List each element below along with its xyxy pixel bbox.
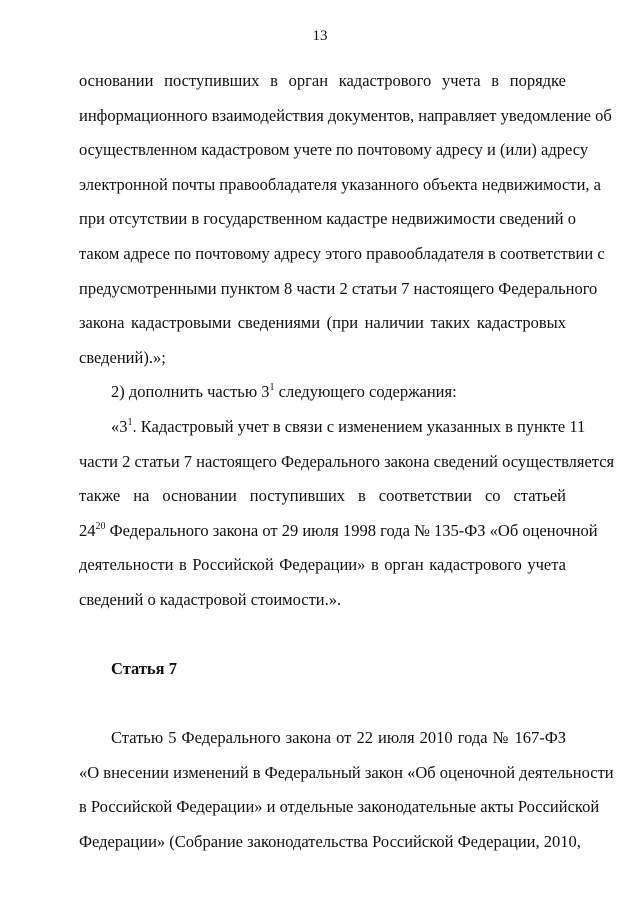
line-text: основании поступивших в орган кадастрового учета в порядке bbox=[79, 71, 566, 90]
line-text: Статья 7 bbox=[111, 659, 177, 679]
text-line bbox=[79, 341, 566, 376]
line-text: 2) дополнить частью 3 bbox=[111, 382, 270, 402]
line-text: «3 bbox=[111, 416, 128, 436]
text-line bbox=[79, 375, 566, 410]
line-text: Федерального закона от 29 июля 1998 года № 135-ФЗ «Об оценочной bbox=[105, 520, 598, 540]
text-line bbox=[79, 479, 566, 514]
text-line bbox=[79, 272, 598, 307]
superscript: 1 bbox=[127, 416, 133, 428]
text-line bbox=[79, 410, 586, 445]
line-text: Статью 5 Федерального закона от 22 июля 2010 года № 167-ФЗ bbox=[111, 728, 566, 748]
line-text: сведений).»; bbox=[79, 347, 166, 367]
text-line bbox=[79, 790, 600, 825]
text-line bbox=[79, 445, 615, 480]
paragraph-gap bbox=[79, 618, 566, 653]
text-line bbox=[79, 825, 581, 860]
text-line bbox=[79, 202, 577, 237]
text-line bbox=[79, 721, 566, 756]
line-text: «О внесении изменений в Федеральный закон «Об оценочной деятельности bbox=[79, 762, 614, 782]
superscript: 1 bbox=[269, 382, 275, 394]
line-text: таком адресе по почтовому адресу этого правообладателя в соответствии с bbox=[79, 243, 605, 263]
text-line bbox=[79, 583, 566, 618]
line-text: предусмотренными пунктом 8 части 2 статьи 7 настоящего Федерального bbox=[79, 278, 598, 298]
line-text: сведений о кадастровой стоимости.». bbox=[79, 589, 342, 609]
line-text: закона кадастровыми сведениями (при наличии таких кадастровых bbox=[79, 313, 566, 333]
line-text: осуществленном кадастровом учете по почтовому адресу и (или) адресу bbox=[79, 140, 589, 160]
document-body bbox=[79, 64, 615, 860]
line-text: в Российской Федерации» и отдельные законодательные акты Российской bbox=[79, 797, 600, 817]
line-text: . Кадастровый учет в связи с изменением указанных в пункте 11 bbox=[132, 416, 586, 436]
text-line bbox=[79, 237, 605, 272]
page-number: 13 bbox=[312, 28, 328, 44]
text-line bbox=[79, 756, 614, 791]
text-line bbox=[79, 133, 589, 168]
line-text: деятельности в Российской Федерации» в орган кадастрового учета bbox=[79, 555, 566, 575]
text-line bbox=[79, 99, 612, 134]
line-text: части 2 статьи 7 настоящего Федерального закона сведений осуществляется bbox=[79, 451, 615, 471]
line-text: 24 bbox=[79, 520, 96, 540]
article-heading bbox=[79, 652, 566, 687]
line-text: информационного взаимодействия документов, направляет уведомление об bbox=[79, 105, 612, 125]
line-text: также на основании поступивших в соответствии со статьей bbox=[79, 486, 566, 506]
text-line bbox=[79, 548, 566, 583]
line-text: Федерации» (Собрание законодательства Российской Федерации, 2010, bbox=[79, 832, 581, 852]
paragraph-gap bbox=[79, 687, 566, 722]
text-line bbox=[79, 514, 598, 549]
text-line bbox=[79, 64, 566, 99]
line-text: при отсутствии в государственном кадастре недвижимости сведений о bbox=[79, 209, 577, 229]
text-line bbox=[79, 306, 566, 341]
text-line bbox=[79, 168, 601, 203]
line-text: следующего содержания: bbox=[274, 382, 457, 402]
superscript: 20 bbox=[95, 520, 106, 532]
line-text: электронной почты правообладателя указанного объекта недвижимости, а bbox=[79, 174, 601, 194]
